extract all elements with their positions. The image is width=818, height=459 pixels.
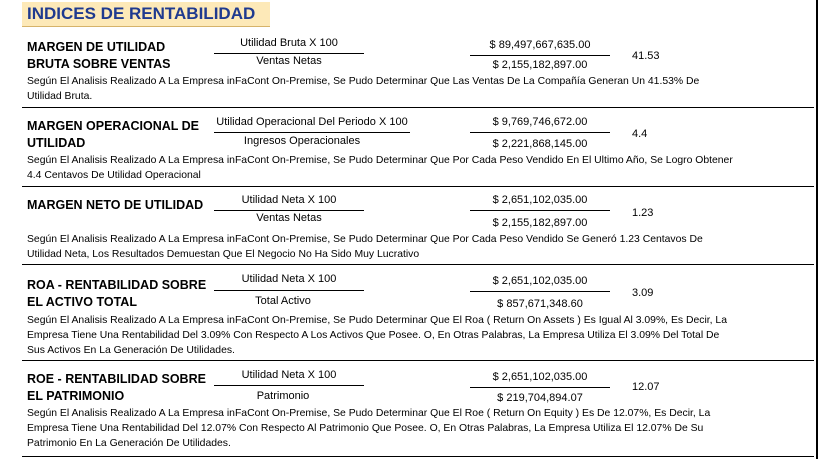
divider <box>22 456 814 457</box>
ratio-value: 12.07 <box>632 381 660 393</box>
numerator-label: Utilidad Bruta X 100 <box>240 37 338 49</box>
section-header <box>22 2 270 27</box>
denominator-value: $ 2,155,182,897.00 <box>492 59 588 71</box>
indicator-name: MARGEN DE UTILIDAD BRUTA SOBRE VENTAS <box>27 40 171 71</box>
numerator-value: $ 2,651,102,035.00 <box>492 275 588 287</box>
page-title: INDICES DE RENTABILIDAD <box>27 4 256 23</box>
divider <box>22 107 814 108</box>
ratio-value: 41.53 <box>632 50 660 62</box>
indicator-name: MARGEN NETO DE UTILIDAD <box>27 198 204 212</box>
ratio-value: 3.09 <box>632 287 654 299</box>
numerator-value: $ 2,651,102,035.00 <box>492 371 588 383</box>
indicator-description: Según El Analisis Realizado A La Empresa inFaCont On-Premise, Se Pudo Determinar Que Por Cada Peso Vendido Se Generó 1.23 Centavos De Utilidad Neta, Los Resultados Demuestan Que El Negocio No Ha Sido Muy Lucrativo <box>27 234 703 260</box>
indicator-name: ROE - RENTABILIDAD SOBRE EL PATRIMONIO <box>27 372 206 403</box>
indicator-description: Según El Analisis Realizado A La Empresa inFaCont On-Premise, Se Pudo Determinar Que El Roe ( Return On Equity ) Es De 12.07%, Es Decir, La Empresa Tiene Una Rentabilidad Del 12.07% Con Respecto Al Patrimonio Que Posee. O, En Otras Palabras, La Empresa Utiliza El 12.07% De Su Patrimonio En La Generación De Utilidades. <box>27 408 711 449</box>
denominator-value: $ 219,704,894.07 <box>497 392 583 404</box>
indicator-description: Según El Analisis Realizado A La Empresa inFaCont On-Premise, Se Pudo Determinar Que Por Cada Peso Vendido En El Ultimo Año, Se Logro Obtener 4.4 Centavos De Utilidad Operacional <box>27 155 733 181</box>
value-line <box>470 55 610 56</box>
divider <box>22 264 814 265</box>
denominator-label: Ventas Netas <box>256 55 322 67</box>
indicator-description: Según El Analisis Realizado A La Empresa inFaCont On-Premise, Se Pudo Determinar Que Las Ventas De La Compañía Generan Un 41.53% De Utilidad Bruta. <box>27 76 700 102</box>
denominator-value: $ 2,221,868,145.00 <box>492 138 588 150</box>
indicator-name: MARGEN OPERACIONAL DE UTILIDAD <box>27 119 200 150</box>
fraction-line <box>214 290 364 291</box>
fraction-line <box>214 210 364 211</box>
value-line <box>470 291 610 292</box>
denominator-label: Patrimonio <box>256 390 310 402</box>
indicator-name: ROA - RENTABILIDAD SOBRE EL ACTIVO TOTAL <box>27 278 207 309</box>
fraction-line <box>214 385 364 386</box>
denominator-value: $ 857,671,348.60 <box>497 298 583 310</box>
indicator-description: Según El Analisis Realizado A La Empresa inFaCont On-Premise, Se Pudo Determinar Que El Roa ( Return On Assets ) Es Igual Al 3.09%, Es Decir, La Empresa Tiene Una Rentabilidad Del 3.09% Con Respecto A Los Activos Que Posee. O, En Otras Palabras, La Empresa Utiliza El 3.09% Del Total De Sus Activos En La Generación De Utilidades. <box>27 315 727 356</box>
numerator-label: Utilidad Neta X 100 <box>241 369 337 381</box>
numerator-label: Utilidad Neta X 100 <box>241 273 337 285</box>
ratio-value: 1.23 <box>632 207 654 219</box>
numerator-label: Utilidad Neta X 100 <box>241 194 337 206</box>
numerator-label: Utilidad Operacional Del Periodo X 100 <box>216 116 408 128</box>
value-line <box>470 210 610 211</box>
denominator-label: Total Activo <box>255 295 311 307</box>
value-line <box>470 387 610 388</box>
denominator-value: $ 2,155,182,897.00 <box>492 217 588 229</box>
denominator-label: Ventas Netas <box>256 212 322 224</box>
numerator-value: $ 9,769,746,672.00 <box>492 116 588 128</box>
numerator-value: $ 89,497,667,635.00 <box>489 39 591 51</box>
divider <box>22 360 814 361</box>
denominator-label: Ingresos Operacionales <box>243 135 361 147</box>
fraction-line <box>214 132 410 133</box>
ratio-value: 4.4 <box>632 128 648 140</box>
divider <box>22 186 814 187</box>
numerator-value: $ 2,651,102,035.00 <box>492 194 588 206</box>
fraction-line <box>214 53 364 54</box>
value-line <box>470 132 610 133</box>
